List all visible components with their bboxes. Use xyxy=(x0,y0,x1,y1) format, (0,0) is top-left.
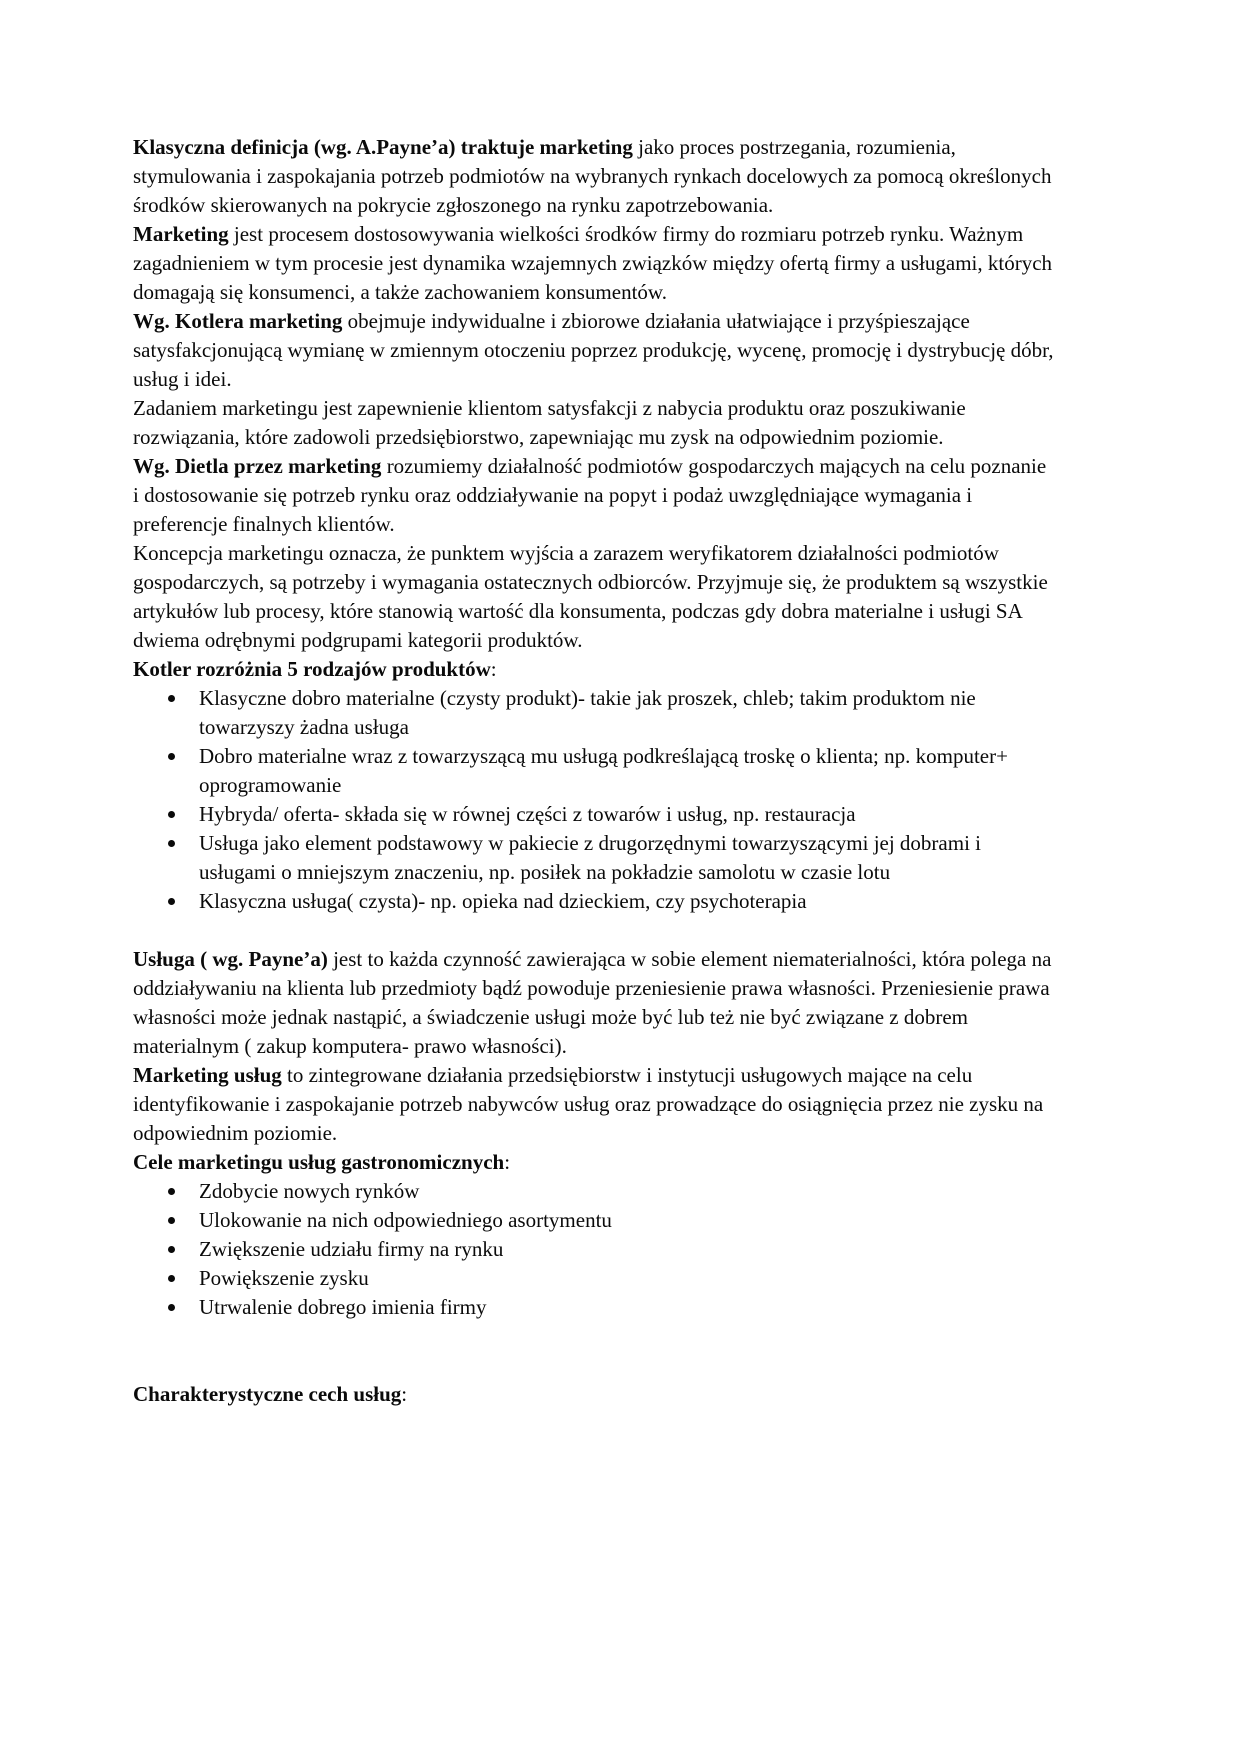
list-item: Klasyczna usługa( czysta)- np. opieka nad dzieckiem, czy psychoterapia xyxy=(199,887,1055,916)
paragraph xyxy=(133,133,1055,220)
paragraph xyxy=(133,452,1055,539)
list-item: Dobro materialne wraz z towarzyszącą mu usługą podkreślającą troskę o klienta; np. komputer+ oprogramowanie xyxy=(199,742,1055,800)
text-run: obejmuje indywidualne i zbiorowe działania ułatwiające i przyśpieszające satysfakcjonującą wymianę w zmiennym otoczeniu poprzez produkcję, wycenę, promocję i dystrybucję dóbr, usług i idei. xyxy=(133,309,1054,391)
bullet-list xyxy=(133,1177,1055,1322)
list-item: Ulokowanie na nich odpowiedniego asortymentu xyxy=(199,1206,1055,1235)
paragraph xyxy=(133,945,1055,1061)
paragraph xyxy=(133,1380,1055,1409)
text-run: to zintegrowane działania przedsiębiorstw i instytucji usługowych mające na celu identyfikowanie i zaspokajanie potrzeb nabywców usług oraz prowadzące do osiągnięcia przez nie zysku na odpowiednim poziomie. xyxy=(133,1063,1044,1145)
bold-text-run: Wg. Dietla przez marketing xyxy=(133,454,382,478)
text-run: : xyxy=(504,1150,511,1174)
bold-text-run: Kotler rozróżnia 5 rodzajów produktów xyxy=(133,657,491,681)
paragraph xyxy=(133,539,1055,655)
text-run: jest to każda czynność zawierająca w sobie element niematerialności, która polega na oddziaływaniu na klienta lub przedmioty bądź powoduje przeniesienie prawa własności. Przeniesienie prawa własności może jednak nastąpić, a świadczenie usługi może być lub też nie być związane z dobrem materialnym ( zakup komputera- prawo własności). xyxy=(133,947,1052,1058)
bold-text-run: Usługa ( wg. Payne’a) xyxy=(133,947,328,971)
blank-line xyxy=(133,1322,1055,1380)
list-item: Zdobycie nowych rynków xyxy=(199,1177,1055,1206)
paragraph xyxy=(133,655,1055,684)
list-item: Klasyczne dobro materialne (czysty produkt)- takie jak proszek, chleb; takim produktom nie towarzyszy żadna usługa xyxy=(199,684,1055,742)
document-body xyxy=(133,133,1055,1409)
list-item: Usługa jako element podstawowy w pakiecie z drugorzędnymi towarzyszącymi jej dobrami i usługami o mniejszym znaczeniu, np. posiłek na pokładzie samolotu w czasie lotu xyxy=(199,829,1055,887)
text-run: jako proces postrzegania, rozumienia, stymulowania i zaspokajania potrzeb podmiotów na wybranych rynkach docelowych za pomocą określonych środków skierowanych na pokrycie zgłoszonego na rynku zapotrzebowania. xyxy=(133,135,1052,217)
bold-text-run: Cele marketingu usług gastronomicznych xyxy=(133,1150,505,1174)
paragraph xyxy=(133,307,1055,394)
bold-text-run: Marketing xyxy=(133,222,229,246)
list-item: Powiększenie zysku xyxy=(199,1264,1055,1293)
text-run: Koncepcja marketingu oznacza, że punktem wyjścia a zarazem weryfikatorem działalności podmiotów gospodarczych, są potrzeby i wymagania ostatecznych odbiorców. Przyjmuje się, że produktem są wszystkie artykułów lub procesy, które stanowią wartość dla konsumenta, podczas gdy dobra materialne i usługi SA dwiema odrębnymi podgrupami kategorii produktów. xyxy=(133,541,1048,652)
text-run: : xyxy=(401,1382,408,1406)
bold-text-run: Marketing usług xyxy=(133,1063,282,1087)
text-run: rozumiemy działalność podmiotów gospodarczych mających na celu poznanie i dostosowanie się potrzeb rynku oraz oddziaływanie na popyt i podaż uwzględniające wymagania i preferencje finalnych klientów. xyxy=(133,454,1047,536)
text-run: : xyxy=(490,657,497,681)
paragraph xyxy=(133,1148,1055,1177)
text-run: Zadaniem marketingu jest zapewnienie klientom satysfakcji z nabycia produktu oraz poszukiwanie rozwiązania, które zadowoli przedsiębiorstwo, zapewniając mu zysk na odpowiednim poziomie. xyxy=(133,396,966,449)
text-run: jest procesem dostosowywania wielkości środków firmy do rozmiaru potrzeb rynku. Ważnym zagadnieniem w tym procesie jest dynamika wzajemnych związków między ofertą firmy a usługami, których domagają się konsumenci, a także zachowaniem konsumentów. xyxy=(133,222,1053,304)
list-item: Utrwalenie dobrego imienia firmy xyxy=(199,1293,1055,1322)
bold-text-run: Klasyczna definicja (wg. A.Payne’a) traktuje marketing xyxy=(133,135,633,159)
list-item: Zwiększenie udziału firmy na rynku xyxy=(199,1235,1055,1264)
bold-text-run: Wg. Kotlera marketing xyxy=(133,309,343,333)
paragraph xyxy=(133,1061,1055,1148)
list-item: Hybryda/ oferta- składa się w równej części z towarów i usług, np. restauracja xyxy=(199,800,1055,829)
paragraph xyxy=(133,394,1055,452)
bold-text-run: Charakterystyczne cech usług xyxy=(133,1382,402,1406)
blank-line xyxy=(133,916,1055,945)
bullet-list xyxy=(133,684,1055,916)
paragraph xyxy=(133,220,1055,307)
